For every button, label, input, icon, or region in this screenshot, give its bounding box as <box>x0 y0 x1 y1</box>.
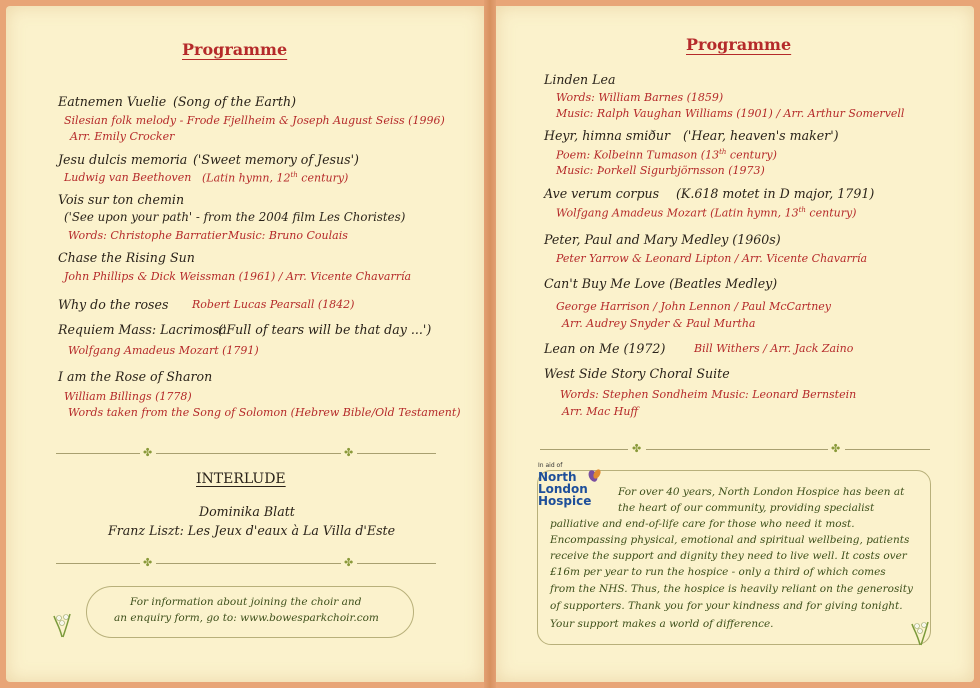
item-credit: Poem: Kolbeinn Tumason (13th century) <box>556 148 777 162</box>
ornament-icon: ✤ <box>344 556 354 569</box>
section-divider <box>56 558 436 568</box>
item-credit: Arr. Mac Huff <box>562 405 639 418</box>
item-credit: Wolfgang Amadeus Mozart (Latin hymn, 13th century) <box>556 206 857 220</box>
item-credit: George Harrison / John Lennon / Paul McCartney <box>556 300 831 313</box>
divider-line <box>540 449 628 450</box>
divider-line <box>156 563 341 564</box>
interlude-piece: Franz Liszt: Les Jeux d'eaux à La Villa d'Este <box>108 523 396 538</box>
logo-line: North <box>538 470 577 484</box>
hospice-petal-icon <box>587 468 603 484</box>
item-title: Heyr, himna smiður <box>544 128 671 143</box>
hospice-text-line: from the NHS. Thus, the hospice is heavily reliant on the generosity <box>550 583 913 595</box>
item-title: Can't Buy Me Love (Beatles Medley) <box>544 276 778 291</box>
item-title: Requiem Mass: Lacrimosa <box>58 322 227 337</box>
item-credit: Peter Yarrow & Leonard Lipton / Arr. Vicente Chavarría <box>556 252 868 265</box>
item-title: Peter, Paul and Mary Medley (1960s) <box>544 232 781 247</box>
item-credit: Ludwig van Beethoven <box>64 171 192 184</box>
item-credit: Arr. Emily Crocker <box>70 130 175 143</box>
page-fold <box>484 0 496 688</box>
item-credit: Music: Þorkell Sigurbjörnsson (1973) <box>556 164 765 177</box>
logo-line: Hospice <box>538 494 592 508</box>
item-subtitle: (Song of the Earth) <box>173 94 296 109</box>
lily-of-the-valley-icon <box>908 616 932 646</box>
hospice-text-line: the heart of our community, providing specialist <box>618 502 875 514</box>
choir-info-line: an enquiry form, go to: www.bowesparkchoir.com <box>114 612 379 624</box>
choir-info-line: For information about joining the choir and <box>130 596 362 608</box>
item-credit: Music: Ralph Vaughan Williams (1901) / Arr. Arthur Somervell <box>556 107 905 120</box>
item-credit: Wolfgang Amadeus Mozart (1791) <box>68 344 259 357</box>
right-programme-heading: Programme <box>686 35 792 54</box>
ornament-icon: ✤ <box>632 442 642 455</box>
item-title: Vois sur ton chemin <box>58 192 185 207</box>
ornament-icon: ✤ <box>143 556 153 569</box>
hospice-text-line: For over 40 years, North London Hospice has been at <box>618 486 905 498</box>
divider-line <box>357 563 436 564</box>
item-credit: Words: William Barnes (1859) <box>556 91 724 104</box>
lily-of-the-valley-icon <box>50 608 74 638</box>
divider-line <box>156 453 341 454</box>
item-subtitle: (K.618 motet in D major, 1791) <box>676 186 875 201</box>
item-title: Eatnemen Vuelie <box>58 94 167 109</box>
divider-line <box>56 453 140 454</box>
item-credit: William Billings (1778) <box>64 390 192 403</box>
item-credit: John Phillips & Dick Weissman (1961) / Arr. Vicente Chavarría <box>64 270 412 283</box>
divider-line <box>646 449 828 450</box>
item-credit: Bill Withers / Arr. Jack Zaino <box>694 342 854 355</box>
left-programme-heading: Programme <box>182 40 288 59</box>
item-credit: Words: Stephen Sondheim Music: Leonard Bernstein <box>560 388 857 401</box>
item-title: Why do the roses <box>58 297 169 312</box>
interlude-heading: INTERLUDE <box>196 471 286 487</box>
ornament-icon: ✤ <box>143 446 153 459</box>
item-credit: Silesian folk melody - Frode Fjellheim & Joseph August Seiss (1996) <box>64 114 445 127</box>
divider-line <box>357 453 436 454</box>
item-credit: Music: Bruno Coulais <box>228 229 348 242</box>
item-title: Lean on Me (1972) <box>544 341 666 356</box>
hospice-text-line: Your support makes a world of difference. <box>550 618 774 630</box>
hospice-text-line: palliative and end-of-life care for those who need it most. <box>550 518 855 530</box>
item-subtitle: ('Full of tears will be that day ...') <box>218 322 432 337</box>
ornament-icon: ✤ <box>344 446 354 459</box>
north-london-hospice-logo <box>535 462 605 514</box>
item-title: I am the Rose of Sharon <box>58 369 213 384</box>
hospice-text-line: receive the support and dignity they need to live well. It costs over <box>550 550 907 562</box>
hospice-text-line: £16m per year to run the hospice - only a third of which comes <box>550 566 886 578</box>
divider-line <box>56 563 140 564</box>
item-subtitle: ('Sweet memory of Jesus') <box>193 152 359 167</box>
logo-line: London <box>538 482 588 496</box>
item-title: Ave verum corpus <box>544 186 660 201</box>
item-credit: (Latin hymn, 12th century) <box>202 171 349 185</box>
hospice-text-line: of supporters. Thank you for your kindness and for giving tonight. <box>550 600 903 612</box>
section-divider <box>540 444 930 454</box>
divider-line <box>845 449 930 450</box>
section-divider <box>56 448 436 458</box>
item-credit: Words taken from the Song of Solomon (Hebrew Bible/Old Testament) <box>68 406 461 419</box>
interlude-performer: Dominika Blatt <box>199 504 295 519</box>
item-subtitle: ('Hear, heaven's maker') <box>683 128 839 143</box>
ornament-icon: ✤ <box>831 442 841 455</box>
item-subtitle: ('See upon your path' - from the 2004 film Les Choristes) <box>64 210 406 224</box>
item-title: Chase the Rising Sun <box>58 250 195 265</box>
item-credit: Words: Christophe Barratier <box>68 229 227 242</box>
item-title: Jesu dulcis memoria <box>58 152 188 167</box>
in-aid-of-label: In aid of <box>538 462 563 469</box>
item-credit: Arr. Audrey Snyder & Paul Murtha <box>562 317 756 330</box>
item-credit: Robert Lucas Pearsall (1842) <box>192 298 355 311</box>
hospice-text-line: Encompassing physical, emotional and spiritual wellbeing, patients <box>550 534 910 546</box>
item-title: West Side Story Choral Suite <box>544 366 730 381</box>
item-title: Linden Lea <box>544 72 616 87</box>
